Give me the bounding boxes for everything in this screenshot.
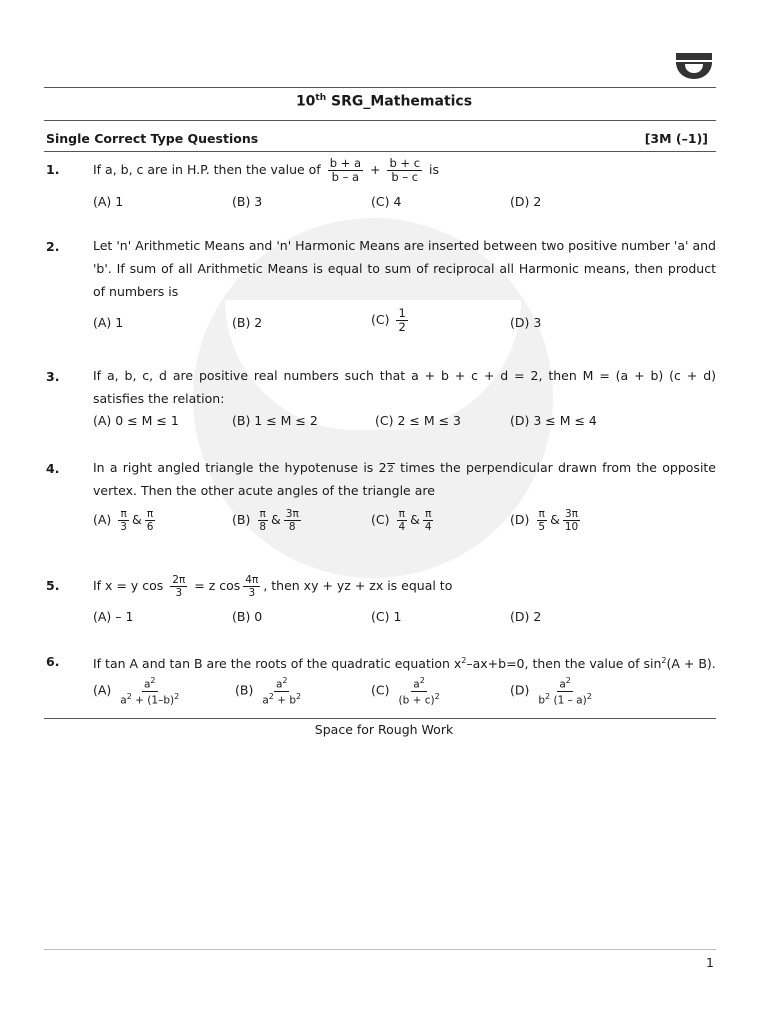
rough-work-label: Space for Rough Work [314, 722, 454, 737]
option-a[interactable]: (A) 1 [93, 315, 124, 330]
option-c[interactable]: (C) 4 [371, 194, 402, 209]
footer-rule [44, 949, 716, 950]
option-a[interactable]: (A) – 1 [93, 609, 134, 624]
section-label: Single Correct Type Questions [46, 131, 259, 146]
option-d[interactable]: (D) 3 [510, 315, 542, 330]
fraction: $\frac{4\pi}{3}$ [245, 573, 259, 599]
page-number: 1 [706, 955, 714, 970]
option-c[interactable]: (C) $\frac{\pi}{4}$ & $\frac{\pi}{4}$ [371, 508, 432, 534]
sqrt-symbol: 2 [387, 464, 394, 475]
fraction: $\frac{2\pi}{3}$ [172, 573, 186, 599]
header-rule [44, 87, 716, 88]
option-b[interactable]: (B) $\frac{\pi}{8}$ & $\frac{3\pi}{8}$ [232, 508, 299, 534]
question-number: 2. [46, 239, 60, 254]
option-b[interactable]: (B) 3 [232, 194, 263, 209]
question-number: 5. [46, 578, 60, 593]
option-b[interactable]: (B) 0 [232, 609, 263, 624]
brand-logo-icon [674, 52, 714, 84]
option-a[interactable]: (A) $\frac{a^2}{a^2 + (1-b)^2}$ [93, 676, 180, 707]
fraction: $\frac{1}{2}$ [398, 306, 406, 335]
question-text: Let 'n' Arithmetic Means and 'n' Harmonic Means are inserted between two positive number 'a' and 'b'. If sum of all Arithmetic Means is equal to sum of reciprocal all Harmonic means, then product of numbers is [93, 238, 716, 299]
fraction: $\frac{b + a}{b - a}$ [329, 155, 361, 184]
option-c[interactable]: (C) 1 [371, 609, 402, 624]
option-c[interactable]: (C) 2 ≤ M ≤ 3 [375, 413, 461, 428]
option-a[interactable]: (A) 0 ≤ M ≤ 1 [93, 413, 179, 428]
question-text: In a right angled triangle the hypotenuse is 22 times the perpendicular drawn from the opposite vertex. Then the other acute angles of the triangle are [93, 460, 717, 498]
page-title: 10th SRG_Mathematics [295, 93, 473, 110]
option-a[interactable]: (A) 1 [93, 194, 124, 209]
option-d[interactable]: (D) 2 [510, 194, 542, 209]
question-number: 6. [46, 654, 60, 669]
question-text: If a, b, c are in H.P. then the value of $\frac{b + a}{b - a}$ + $\frac{b + c}{b - c}$ is [93, 155, 440, 184]
option-b[interactable]: (B) 2 [232, 315, 263, 330]
fraction: $\frac{b + c}{b - c}$ [389, 155, 421, 184]
question-number: 1. [46, 162, 60, 177]
option-d[interactable]: (D) 3 ≤ M ≤ 4 [510, 413, 597, 428]
section-marks: [3M (–1)] [644, 131, 708, 146]
question-text: If tan A and tan B are the roots of the quadratic equation $x^2-ax+b=0$, then the value of $\sin^2(A + B)$. [93, 656, 716, 672]
option-c[interactable]: (C) $\frac{a^2}{(b + c)^2}$ [371, 676, 440, 707]
option-b[interactable]: (B) 1 ≤ M ≤ 2 [232, 413, 318, 428]
question-number: 3. [46, 369, 60, 384]
question-text: If a, b, c, d are positive real numbers such that a + b + c + d = 2, then M = (a + b) (c + d) satisfies the relation: [93, 368, 716, 406]
option-d[interactable]: (D) $\frac{a^2}{b^2 (1 - a)^2}$ [510, 676, 592, 707]
question-text: If x = y cos $\frac{2\pi}{3}$ = z cos $\frac{4\pi}{3}$ , then xy + yz + zx is equal to [93, 573, 453, 599]
option-d[interactable]: (D) 2 [510, 609, 542, 624]
rough-work-rule [44, 718, 716, 719]
title-rule [44, 120, 716, 121]
question-number: 4. [46, 461, 60, 476]
option-a[interactable]: (A) $\frac{\pi}{3}$ & $\frac{\pi}{6}$ [93, 508, 154, 534]
option-c[interactable]: (C) $\frac{1}{2}$ [371, 306, 406, 335]
option-d[interactable]: (D) $\frac{\pi}{5}$ & $\frac{3\pi}{10}$ [510, 508, 579, 534]
option-b[interactable]: (B) $\frac{a^2}{a^2 + b^2}$ [235, 676, 302, 707]
